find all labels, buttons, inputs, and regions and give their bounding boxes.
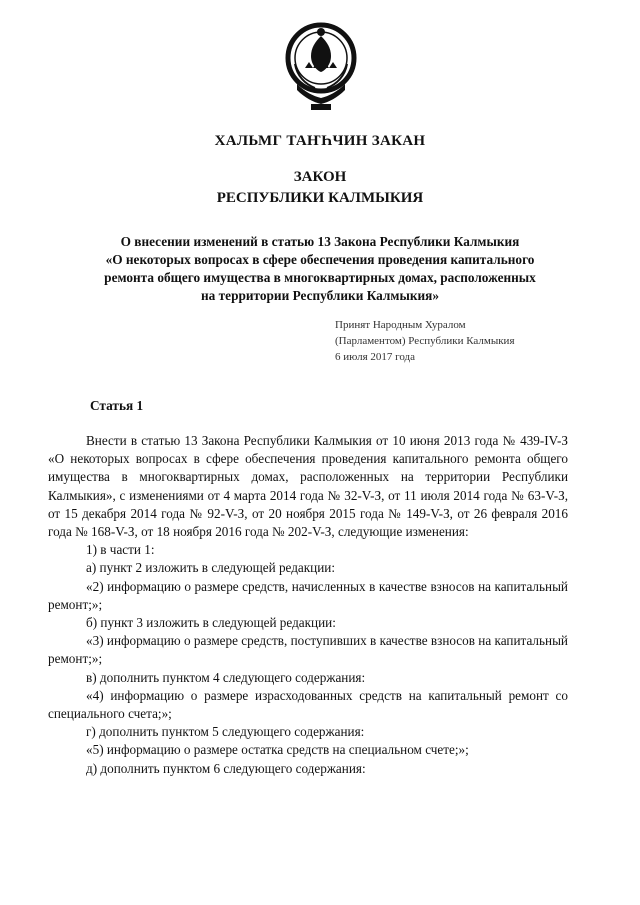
subject-line: ремонта общего имущества в многоквартирных домах, расположенных bbox=[104, 270, 536, 285]
article-paragraph: Внести в статью 13 Закона Республики Калмыкия от 10 июня 2013 года № 439-IV-З «О некоторых вопросах в сфере обеспечения проведения капитального ремонта общего имущества в многоквартирных домах, расположенных на территории Республики Калмыкия», с изменениями от 4 марта 2014 года № 32-V-З, от 11 июля 2014 года № 63-V-З, от 15 декабря 2014 года № 92-V-З, от 20 ноября 2015 года № 149-V-З, от 26 февраля 2016 года № 168-V-З, от 18 ноября 2016 года № 202-V-З, следующие изменения: bbox=[48, 433, 568, 540]
article-paragraph: а) пункт 2 изложить в следующей редакции: bbox=[86, 560, 336, 576]
kalmykia-coat-of-arms-emblem bbox=[285, 18, 357, 114]
article-paragraph: «3) информацию о размере средств, поступивших в качестве взносов на капитальный ремонт;»; bbox=[48, 633, 568, 667]
adoption-note-line: Принят Народным Хуралом bbox=[335, 319, 466, 331]
subject-line: О внесении изменений в статью 13 Закона Республики Калмыкия bbox=[120, 234, 520, 249]
article-paragraph: г) дополнить пунктом 5 следующего содержания: bbox=[86, 724, 365, 740]
article-paragraph: 1) в части 1: bbox=[86, 542, 155, 558]
adoption-date: 6 июля 2017 года bbox=[335, 351, 416, 363]
law-title-line2: РЕСПУБЛИКИ КАЛМЫКИЯ bbox=[216, 190, 424, 206]
subject-line: «О некоторых вопросах в сфере обеспечения проведения капитального bbox=[105, 252, 535, 267]
article-paragraph: «5) информацию о размере остатка средств на специальном счете;»; bbox=[86, 742, 469, 758]
law-title-line1: ЗАКОН bbox=[293, 169, 347, 185]
law-title-kalmyk: ХАЛЬМГ ТАҤҺЧИН ЗАКАН bbox=[214, 133, 426, 149]
article-heading: Статья 1 bbox=[90, 398, 144, 413]
article-paragraph: б) пункт 3 изложить в следующей редакции: bbox=[86, 615, 336, 631]
subject-line: на территории Республики Калмыкия» bbox=[201, 288, 439, 303]
article-paragraph: «4) информацию о размере израсходованных средств на капитальный ремонт со специального счета;»; bbox=[48, 687, 568, 722]
adoption-note bbox=[335, 317, 515, 365]
article-paragraph: «2) информацию о размере средств, начисленных в качестве взносов на капитальный ремонт;»; bbox=[48, 578, 568, 612]
law-subject bbox=[0, 233, 640, 305]
article-paragraph: д) дополнить пунктом 6 следующего содержания: bbox=[86, 760, 366, 776]
article-paragraph: в) дополнить пунктом 4 следующего содержания: bbox=[86, 669, 366, 685]
adoption-note-line: (Парламентом) Республики Калмыкия bbox=[335, 335, 515, 347]
article-body bbox=[48, 432, 568, 778]
law-title bbox=[0, 167, 640, 209]
